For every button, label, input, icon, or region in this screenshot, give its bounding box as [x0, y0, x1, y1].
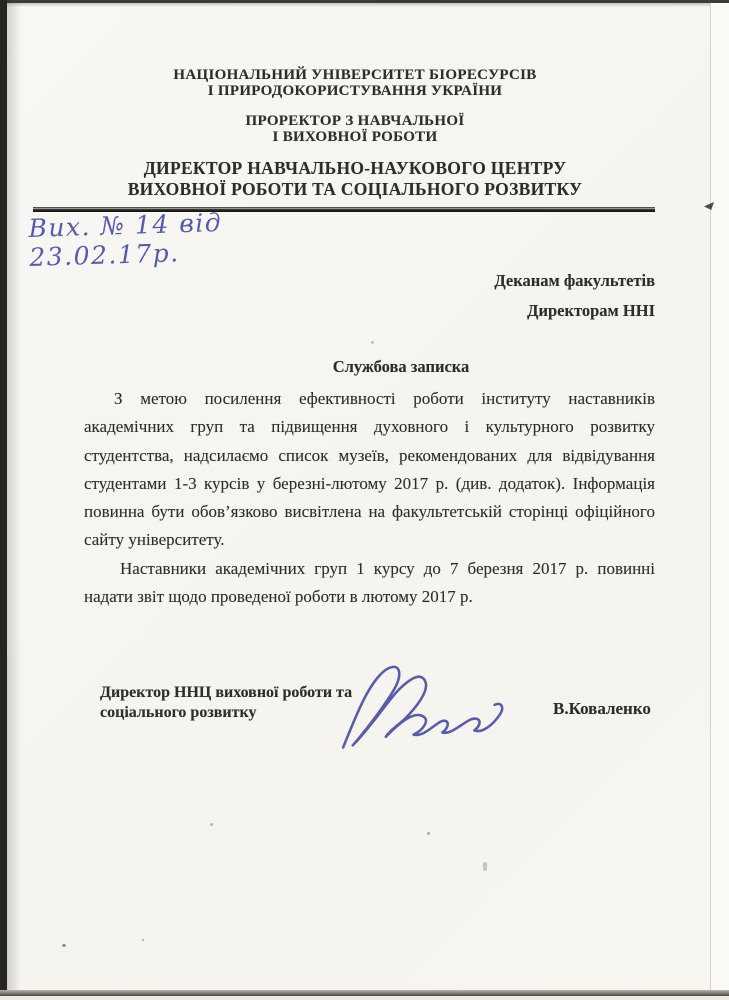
- memo-body: [84, 385, 655, 611]
- university-name-line1: НАЦІОНАЛЬНИЙ УНІВЕРСИТЕТ БІОРЕСУРСІВ: [173, 67, 537, 83]
- memo-body-line: Наставники академічних груп 1 курсу до 7 березня 2017 р. повинні: [120, 558, 655, 578]
- scan-speck: [483, 862, 487, 871]
- letterhead-vice-rector: [30, 114, 680, 145]
- memo-body-line: академічних груп та підвищення духовного і культурного розвитку: [84, 417, 655, 437]
- director-line2: ВИХОВНОЇ РОБОТИ ТА СОЦІАЛЬНОГО РОЗВИТКУ: [127, 179, 583, 199]
- letterhead-director: [30, 158, 680, 200]
- memo-body-line: студентами 1-3 курсів у березні-лютому 2017 р. (див. додаток). Інформація: [84, 473, 655, 493]
- scan-speck: [371, 341, 374, 344]
- scan-speck: [427, 832, 430, 835]
- letterhead-university: [30, 68, 680, 99]
- signer-position-line2: соціального розвитку: [100, 703, 257, 721]
- scan-edge-top-shadow: [0, 3, 729, 7]
- scan-edge-right: [711, 3, 729, 996]
- handwritten-signature: [330, 660, 512, 756]
- signer-position-line1: Директор ННЦ виховної роботи та: [100, 684, 353, 701]
- handwritten-registration-number: Вих. № 14 від 23.02.17р.: [28, 207, 223, 272]
- addressee-block: [300, 266, 655, 326]
- addressee-institute-directors: Директорам ННІ: [527, 301, 655, 320]
- scan-edge-left-shadow: [7, 0, 21, 1000]
- memo-body-line: надати звіт щодо проведеної роботи в лютому 2017 р.: [84, 587, 473, 607]
- vice-rector-line1: ПРОРЕКТОР З НАВЧАЛЬНОЇ: [245, 113, 465, 129]
- scan-edge-bottom-strip: [0, 996, 729, 1000]
- memo-body-line: сайту університету.: [84, 530, 225, 550]
- vice-rector-line2: І ВИХОВНОЇ РОБОТИ: [272, 128, 438, 145]
- addressee-deans: Деканам факультетів: [494, 271, 655, 290]
- scan-speck: [210, 823, 213, 826]
- scan-speck: [142, 939, 144, 941]
- memo-title: Службова записка: [332, 357, 470, 376]
- signer-name: В.Коваленко: [553, 699, 651, 718]
- memo-body-line: студентства, надсилаємо список музеїв, рекомендованих для відвідування: [84, 445, 655, 465]
- director-line1: ДИРЕКТОР НАВЧАЛЬНО-НАУКОВОГО ЦЕНТРУ: [143, 158, 567, 178]
- memo-body-line: повинна бути обов’язково висвітлена на факультетській сторінці офіційного: [84, 502, 655, 522]
- memo-body-line: З метою посилення ефективності роботи інституту наставників: [114, 389, 655, 408]
- scan-speck: [62, 944, 66, 947]
- university-name-line2: І ПРИРОДОКОРИСТУВАННЯ УКРАЇНИ: [207, 82, 503, 99]
- scan-edge-left: [0, 0, 7, 1000]
